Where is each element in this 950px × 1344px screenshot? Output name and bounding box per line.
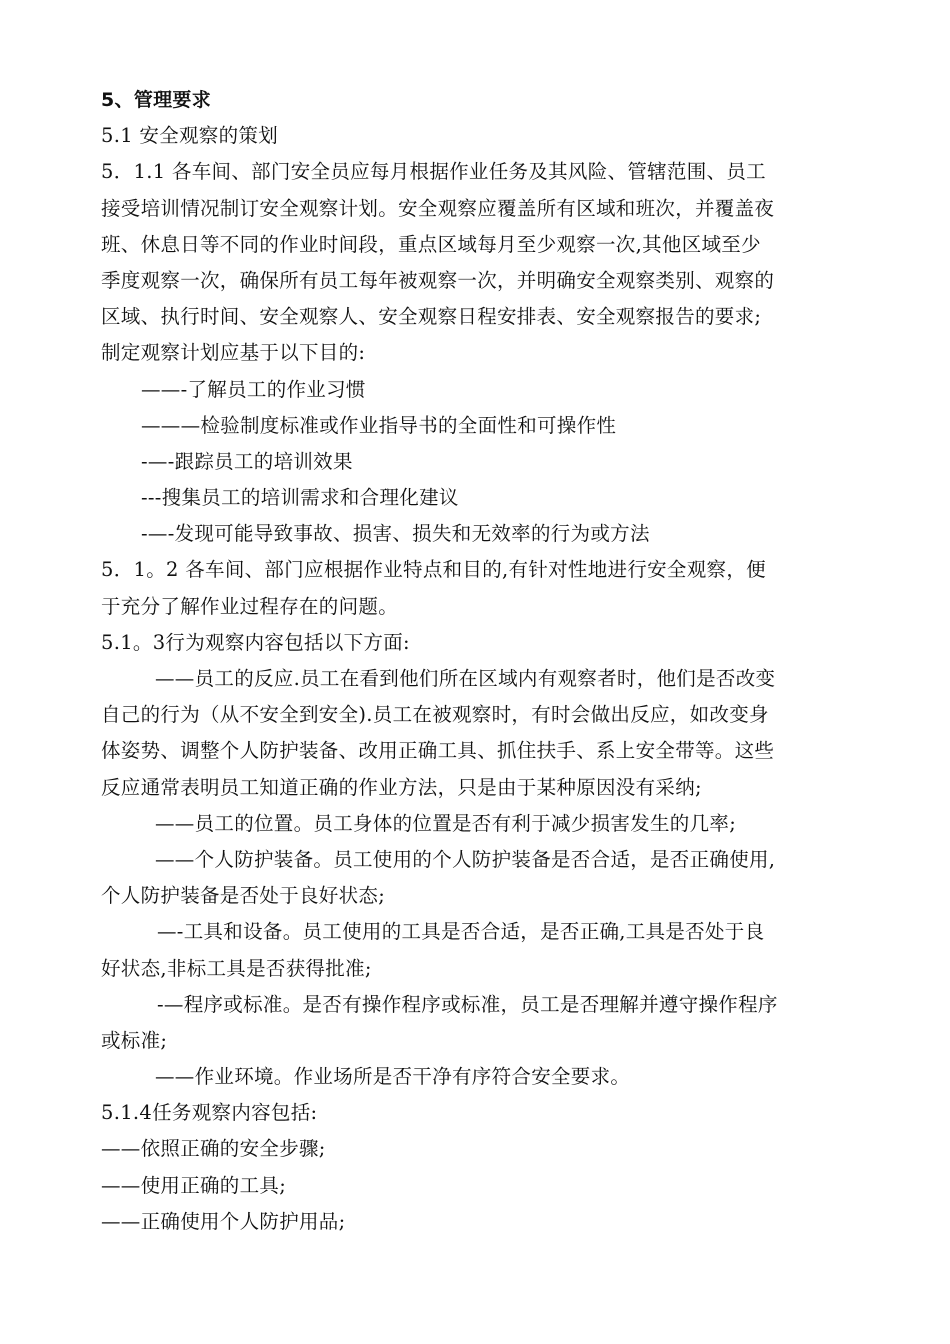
list-item: -—-发现可能导致事故、损害、损失和无效率的行为或方法 — [141, 522, 650, 546]
paragraph-line: 个人防护装备是否处于良好状态; — [101, 884, 386, 908]
list-item: ---搜集员工的培训需求和合理化建议 — [141, 486, 459, 510]
paragraph-line: 5.1。3行为观察内容包括以下方面: — [101, 630, 410, 654]
list-item: ——依照正确的安全步骤; — [101, 1137, 326, 1161]
list-item: ———检验制度标准或作业指导书的全面性和可操作性 — [141, 413, 617, 437]
paragraph-line: 好状态,非标工具是否获得批准; — [101, 956, 372, 980]
paragraph-line: 接受培训情况制订安全观察计划。安全观察应覆盖所有区域和班次，并覆盖夜 — [101, 196, 775, 220]
paragraph-line: 体姿势、调整个人防护装备、改用正确工具、抓住扶手、系上安全带等。这些 — [101, 739, 775, 763]
paragraph-line: 反应通常表明员工知道正确的作业方法，只是由于某种原因没有采纳; — [101, 775, 702, 799]
list-item: ——使用正确的工具; — [101, 1173, 287, 1197]
paragraph-line: 5．1.1 各车间、部门安全员应每月根据作业任务及其风险、管辖范围、员工 — [101, 160, 766, 184]
list-item: ——作业环境。作业场所是否干净有序符合安全要求。 — [155, 1065, 631, 1089]
paragraph-line: 5．1。2 各车间、部门应根据作业特点和目的,有针对性地进行安全观察，便 — [101, 558, 766, 582]
subsection-heading: 5.1 安全观察的策划 — [101, 124, 279, 148]
list-item: -—程序或标准。是否有操作程序或标准，员工是否理解并遵守操作程序 — [157, 992, 778, 1016]
list-item: ——员工的位置。员工身体的位置是否有利于减少损害发生的几率; — [155, 811, 737, 835]
list-item: ——正确使用个人防护用品; — [101, 1209, 346, 1233]
paragraph-line: 制定观察计划应基于以下目的: — [101, 341, 366, 365]
paragraph-line: 班、休息日等不同的作业时间段，重点区域每月至少观察一次,其他区域至少 — [101, 232, 761, 256]
list-item: ——-了解员工的作业习惯 — [141, 377, 366, 401]
list-item: ——员工的反应.员工在看到他们所在区域内有观察者时，他们是否改变 — [155, 667, 776, 690]
paragraph-line: 区域、执行时间、安全观察人、安全观察日程安排表、安全观察报告的要求; — [101, 305, 762, 329]
list-item: -—-跟踪员工的培训效果 — [141, 449, 353, 473]
document-body — [101, 82, 861, 1240]
section-heading: 5、管理要求 — [101, 89, 212, 111]
list-item: —-工具和设备。员工使用的工具是否合适，是否正确,工具是否处于良 — [157, 920, 765, 944]
paragraph-line: 或标准; — [101, 1028, 168, 1052]
paragraph-line: 于充分了解作业过程存在的问题。 — [101, 594, 399, 618]
subsection-heading: 5.1.4任务观察内容包括: — [101, 1101, 318, 1125]
paragraph-line: 自己的行为（从不安全到安全).员工在被观察时，有时会做出反应，如改变身 — [101, 703, 769, 727]
list-item: ——个人防护装备。员工使用的个人防护装备是否合适，是否正确使用, — [155, 847, 776, 871]
paragraph-line: 季度观察一次，确保所有员工每年被观察一次，并明确安全观察类别、观察的 — [101, 268, 775, 292]
